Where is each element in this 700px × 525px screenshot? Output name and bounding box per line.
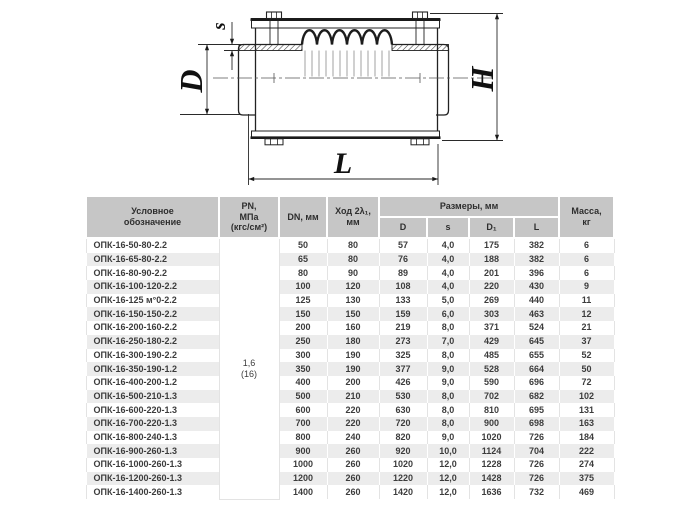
- s-cell: 4,0: [427, 238, 469, 253]
- designation-cell: ОПК-16-50-80-2.2: [86, 238, 219, 253]
- dn-cell: 700: [279, 417, 327, 431]
- table-row: [86, 472, 614, 486]
- d1-cell: 702: [469, 390, 514, 404]
- s-cell: 6,0: [427, 307, 469, 321]
- d-cell: 219: [379, 321, 427, 335]
- d-cell: 1220: [379, 472, 427, 486]
- stroke-cell: 160: [327, 321, 379, 335]
- l-cell: 463: [514, 307, 559, 321]
- d-cell: 133: [379, 294, 427, 308]
- s-cell: 4,0: [427, 266, 469, 280]
- dn-cell: 300: [279, 349, 327, 363]
- d1-cell: 1228: [469, 458, 514, 472]
- dn-cell: 500: [279, 390, 327, 404]
- d-cell: 1420: [379, 485, 427, 499]
- d1-cell: 1124: [469, 444, 514, 458]
- length-label: L: [333, 147, 353, 180]
- designation-cell: ОПК-16-1000-260-1.3: [86, 458, 219, 472]
- table-row: [86, 307, 614, 321]
- designation-cell: ОПК-16-1400-260-1.3: [86, 485, 219, 499]
- diameter-label: D: [173, 69, 209, 93]
- bellows-section-lines: [305, 51, 389, 77]
- table-header: [86, 196, 614, 238]
- d1-cell: 371: [469, 321, 514, 335]
- mass-cell: 21: [559, 321, 614, 335]
- dn-cell: 200: [279, 321, 327, 335]
- table-row: [86, 266, 614, 280]
- designation-cell: ОПК-16-800-240-1.3: [86, 431, 219, 445]
- d-cell: 920: [379, 444, 427, 458]
- mass-cell: 6: [559, 238, 614, 253]
- d1-cell: 528: [469, 362, 514, 376]
- stroke-cell: 150: [327, 307, 379, 321]
- stroke-cell: 120: [327, 280, 379, 294]
- stroke-cell: 180: [327, 335, 379, 349]
- table-row: [86, 376, 614, 390]
- s-cell: 4,0: [427, 253, 469, 267]
- stroke-cell: 260: [327, 458, 379, 472]
- d-cell: 76: [379, 253, 427, 267]
- l-cell: 430: [514, 280, 559, 294]
- stroke-cell: 220: [327, 403, 379, 417]
- d1-cell: 220: [469, 280, 514, 294]
- dimension-s: [209, 22, 240, 70]
- header-pn: PN, МПа (кгс/см²): [219, 196, 279, 238]
- bellows: [302, 30, 392, 76]
- l-cell: 698: [514, 417, 559, 431]
- designation-cell: ОПК-16-700-220-1.3: [86, 417, 219, 431]
- l-cell: 726: [514, 431, 559, 445]
- stroke-cell: 190: [327, 349, 379, 363]
- s-cell: 9,0: [427, 362, 469, 376]
- mass-cell: 163: [559, 417, 614, 431]
- d1-cell: 485: [469, 349, 514, 363]
- pipe-end-left: [239, 45, 303, 116]
- header-size-l: L: [514, 217, 559, 238]
- stroke-cell: 80: [327, 238, 379, 253]
- designation-cell: ОПК-16-300-190-2.2: [86, 349, 219, 363]
- stroke-cell: 260: [327, 472, 379, 486]
- mass-cell: 72: [559, 376, 614, 390]
- stroke-cell: 210: [327, 390, 379, 404]
- dn-cell: 65: [279, 253, 327, 267]
- d-cell: 426: [379, 376, 427, 390]
- s-cell: 12,0: [427, 472, 469, 486]
- d1-cell: 175: [469, 238, 514, 253]
- s-cell: 8,0: [427, 403, 469, 417]
- d-cell: 57: [379, 238, 427, 253]
- d1-cell: 1636: [469, 485, 514, 499]
- dn-cell: 400: [279, 376, 327, 390]
- dn-cell: 250: [279, 335, 327, 349]
- header-dn: DN, мм: [279, 196, 327, 238]
- mass-cell: 6: [559, 253, 614, 267]
- table-row: [86, 238, 614, 253]
- table-row: [86, 390, 614, 404]
- dimension-l: [249, 114, 439, 185]
- designation-cell: ОПК-16-1200-260-1.3: [86, 472, 219, 486]
- mass-cell: 274: [559, 458, 614, 472]
- d1-cell: 201: [469, 266, 514, 280]
- l-cell: 726: [514, 472, 559, 486]
- d-cell: 820: [379, 431, 427, 445]
- designation-cell: ОПК-16-65-80-2.2: [86, 253, 219, 267]
- dn-cell: 50: [279, 238, 327, 253]
- l-cell: 382: [514, 238, 559, 253]
- table-row: [86, 403, 614, 417]
- header-size-d: D: [379, 217, 427, 238]
- mass-cell: 469: [559, 485, 614, 499]
- table-row: [86, 294, 614, 308]
- l-cell: 704: [514, 444, 559, 458]
- table-row: [86, 253, 614, 267]
- d-cell: 159: [379, 307, 427, 321]
- stroke-cell: 240: [327, 431, 379, 445]
- pn-value-cell: 1,6 (16): [219, 238, 279, 499]
- d-cell: 89: [379, 266, 427, 280]
- d-cell: 377: [379, 362, 427, 376]
- s-cell: 10,0: [427, 444, 469, 458]
- spec-table: [85, 195, 613, 500]
- l-cell: 524: [514, 321, 559, 335]
- d-cell: 630: [379, 403, 427, 417]
- l-cell: 396: [514, 266, 559, 280]
- l-cell: 696: [514, 376, 559, 390]
- s-cell: 8,0: [427, 349, 469, 363]
- d-cell: 1020: [379, 458, 427, 472]
- l-cell: 726: [514, 458, 559, 472]
- s-cell: 8,0: [427, 417, 469, 431]
- d-cell: 325: [379, 349, 427, 363]
- stroke-cell: 260: [327, 485, 379, 499]
- table-row: [86, 280, 614, 294]
- d1-cell: 269: [469, 294, 514, 308]
- table-row: [86, 417, 614, 431]
- dimension-d: [173, 45, 240, 115]
- dn-cell: 900: [279, 444, 327, 458]
- mass-cell: 37: [559, 335, 614, 349]
- stroke-cell: 260: [327, 444, 379, 458]
- l-cell: 382: [514, 253, 559, 267]
- table-row: [86, 321, 614, 335]
- d1-cell: 590: [469, 376, 514, 390]
- s-cell: 12,0: [427, 458, 469, 472]
- l-cell: 664: [514, 362, 559, 376]
- s-cell: 9,0: [427, 431, 469, 445]
- height-label: H: [464, 66, 500, 92]
- designation-cell: ОПК-16-200-160-2.2: [86, 321, 219, 335]
- table-row: [86, 485, 614, 499]
- d-cell: 108: [379, 280, 427, 294]
- designation-cell: ОПК-16-600-220-1.3: [86, 403, 219, 417]
- mass-cell: 375: [559, 472, 614, 486]
- d-cell: 720: [379, 417, 427, 431]
- mass-cell: 184: [559, 431, 614, 445]
- dn-cell: 800: [279, 431, 327, 445]
- header-stroke: Ход 2λ₁, мм: [327, 196, 379, 238]
- table-row: [86, 335, 614, 349]
- d1-cell: 303: [469, 307, 514, 321]
- s-cell: 9,0: [427, 376, 469, 390]
- mass-cell: 50: [559, 362, 614, 376]
- table-row: [86, 362, 614, 376]
- table-row: [86, 431, 614, 445]
- designation-cell: ОПК-16-250-180-2.2: [86, 335, 219, 349]
- d1-cell: 188: [469, 253, 514, 267]
- header-size-d1: D₁: [469, 217, 514, 238]
- nut-bottom-left: [265, 139, 283, 145]
- nut-bottom-right: [411, 139, 429, 145]
- l-cell: 655: [514, 349, 559, 363]
- mass-cell: 222: [559, 444, 614, 458]
- designation-cell: ОПК-16-100-120-2.2: [86, 280, 219, 294]
- designation-cell: ОПК-16-900-260-1.3: [86, 444, 219, 458]
- mass-cell: 12: [559, 307, 614, 321]
- s-cell: 4,0: [427, 280, 469, 294]
- stroke-cell: 220: [327, 417, 379, 431]
- dn-cell: 350: [279, 362, 327, 376]
- d1-cell: 1020: [469, 431, 514, 445]
- mass-cell: 6: [559, 266, 614, 280]
- dn-cell: 1200: [279, 472, 327, 486]
- table-row: [86, 458, 614, 472]
- stroke-cell: 80: [327, 253, 379, 267]
- header-sizes-group: Размеры, мм: [379, 196, 559, 217]
- designation-cell: ОПК-16-150-150-2.2: [86, 307, 219, 321]
- s-cell: 8,0: [427, 321, 469, 335]
- l-cell: 682: [514, 390, 559, 404]
- mass-cell: 9: [559, 280, 614, 294]
- d-cell: 530: [379, 390, 427, 404]
- dn-cell: 100: [279, 280, 327, 294]
- designation-cell: ОПК-16-125 м°0-2.2: [86, 294, 219, 308]
- l-cell: 645: [514, 335, 559, 349]
- mass-cell: 52: [559, 349, 614, 363]
- dn-cell: 125: [279, 294, 327, 308]
- stroke-cell: 130: [327, 294, 379, 308]
- designation-cell: ОПК-16-350-190-1.2: [86, 362, 219, 376]
- wall-thickness-label: s: [209, 22, 230, 30]
- dn-cell: 1400: [279, 485, 327, 499]
- l-cell: 695: [514, 403, 559, 417]
- d1-cell: 429: [469, 335, 514, 349]
- table-row: [86, 444, 614, 458]
- dn-cell: 600: [279, 403, 327, 417]
- header-size-s: s: [427, 217, 469, 238]
- s-cell: 5,0: [427, 294, 469, 308]
- l-cell: 440: [514, 294, 559, 308]
- stroke-cell: 190: [327, 362, 379, 376]
- s-cell: 12,0: [427, 485, 469, 499]
- dn-cell: 1000: [279, 458, 327, 472]
- stroke-cell: 200: [327, 376, 379, 390]
- mass-cell: 11: [559, 294, 614, 308]
- stroke-cell: 90: [327, 266, 379, 280]
- compensator-drawing: [0, 0, 700, 193]
- designation-cell: ОПК-16-400-200-1.2: [86, 376, 219, 390]
- designation-cell: ОПК-16-500-210-1.3: [86, 390, 219, 404]
- header-designation: Условное обозначение: [86, 196, 219, 238]
- d-cell: 273: [379, 335, 427, 349]
- s-cell: 7,0: [427, 335, 469, 349]
- dn-cell: 80: [279, 266, 327, 280]
- header-mass: Масса, кг: [559, 196, 614, 238]
- dn-cell: 150: [279, 307, 327, 321]
- d1-cell: 1428: [469, 472, 514, 486]
- d1-cell: 810: [469, 403, 514, 417]
- mass-cell: 102: [559, 390, 614, 404]
- designation-cell: ОПК-16-80-90-2.2: [86, 266, 219, 280]
- d1-cell: 900: [469, 417, 514, 431]
- table-row: [86, 349, 614, 363]
- mass-cell: 131: [559, 403, 614, 417]
- spec-table-body: [86, 238, 614, 499]
- s-cell: 8,0: [427, 390, 469, 404]
- l-cell: 732: [514, 485, 559, 499]
